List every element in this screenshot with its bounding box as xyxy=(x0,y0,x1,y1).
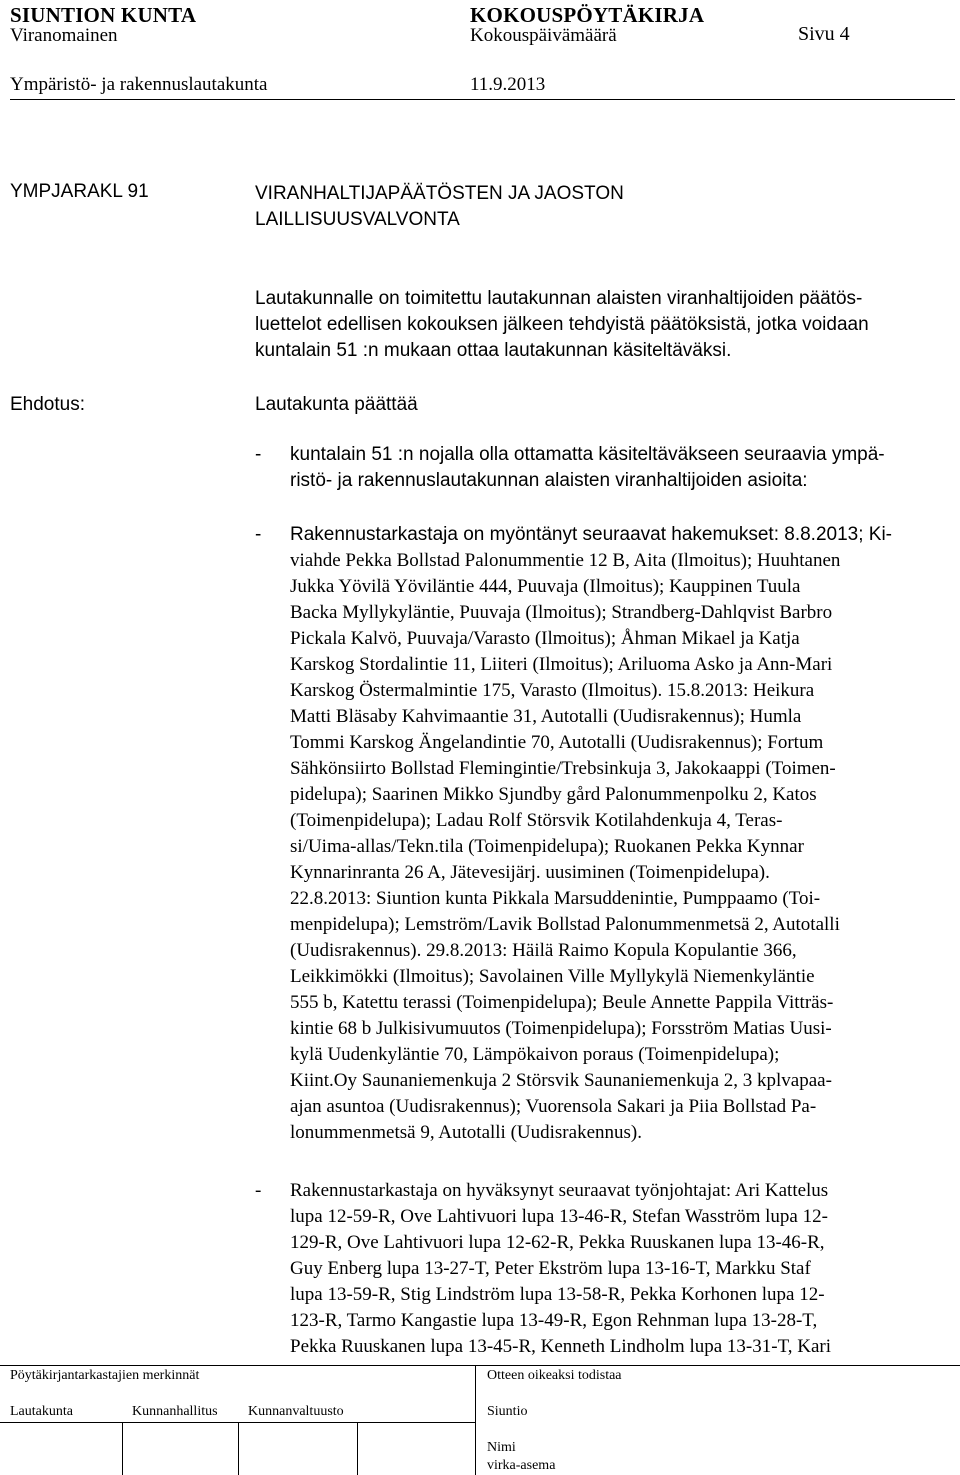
bullet-line: Jukka Yövilä Yöviläntie 444, Puuvaja (Ilmoitus); Kauppinen Tuula xyxy=(290,576,801,597)
bullet-line: pidelupa); Saarinen Mikko Sjundby gård Palonummenpolku 2, Katos xyxy=(290,784,817,805)
bullet-dash: - xyxy=(255,524,262,545)
footer-name-label: Nimi xyxy=(487,1440,516,1455)
bullet-dash: - xyxy=(255,1180,262,1201)
bullet-line: 123-R, Tarmo Kangastie lupa 13-49-R, Egon Rehnman lupa 13-28-T, xyxy=(290,1310,818,1331)
footer-position-label: virka-asema xyxy=(487,1458,556,1473)
bullet-line: (Toimenpidelupa); Ladau Rolf Störsvik Kotilahdenkuja 4, Teras- xyxy=(290,810,783,831)
bullet-text xyxy=(290,522,950,1146)
intro-paragraph xyxy=(255,286,945,364)
footer-divider xyxy=(475,1365,476,1475)
bullet-line: Pekka Ruuskanen lupa 13-45-R, Kenneth Lindholm lupa 13-31-T, Kari xyxy=(290,1336,832,1357)
bullet-line: menpidelupa); Lemström/Lavik Bollstad Palonummenmetsä 2, Autotalli xyxy=(290,914,840,935)
bullet-line: Rakennustarkastaja on hyväksynyt seuraavat työnjohtajat: Ari Kattelus xyxy=(290,1180,829,1201)
bullet-line: 555 b, Katettu terassi (Toimenpidelupa); Beule Annette Pappila Vitträs- xyxy=(290,992,834,1013)
bullet-line: kylä Uudenkyläntie 70, Lämpökaivon poraus (Toimenpidelupa); xyxy=(290,1044,780,1065)
footer-col-divider xyxy=(122,1422,123,1475)
date-label: Kokouspäivämäärä xyxy=(470,25,617,46)
proposal-label: Ehdotus: xyxy=(10,394,85,415)
bullet-line: Pickala Kalvö, Puuvaja/Varasto (Ilmoitus); Åhman Mikael ja Katja xyxy=(290,628,800,649)
bullet-line: Leikkimökki (Ilmoitus); Savolainen Ville Myllykylä Niemenkyläntie xyxy=(290,966,815,987)
bullet-line: Rakennustarkastaja on myöntänyt seuraavat hakemukset: 8.8.2013; Ki- xyxy=(290,524,893,545)
section-code: YMPJARAKL 91 xyxy=(10,181,149,202)
bullet-line: 22.8.2013: Siuntion kunta Pikkala Marsuddenintie, Pumppaamo (Toi- xyxy=(290,888,821,909)
footer-top-rule xyxy=(0,1365,960,1366)
bullet-line: Sähkönsiirto Bollstad Flemingintie/Trebsinkuja 3, Jakokaappi (Toimen- xyxy=(290,758,836,779)
authority-name: Ympäristö- ja rakennuslautakunta xyxy=(10,74,268,95)
bullet-line: ristö- ja rakennuslautakunnan alaisten viranhaltijoiden asioita: xyxy=(290,470,808,491)
bullet-text xyxy=(290,1178,950,1360)
bullet-line: si/Uima-allas/Tekn.tila (Toimenpidelupa); Ruokanen Pekka Kynnar xyxy=(290,836,804,857)
footer-col-divider xyxy=(357,1422,358,1475)
bullet-line: Backa Myllykyläntie, Puuvaja (Ilmoitus); Strandberg-Dahlqvist Barbro xyxy=(290,602,833,623)
bullet-line: (Uudisrakennus). 29.8.2013: Häilä Raimo Kopula Kopulantie 366, xyxy=(290,940,797,961)
section-title-line: LAILLISUUSVALVONTA xyxy=(255,209,460,230)
footer-reviewers-title: Pöytäkirjantarkastajien merkinnät xyxy=(10,1368,200,1383)
bullet-line: kuntalain 51 :n nojalla olla ottamatta käsiteltäväkseen seuraavia ympä- xyxy=(290,444,885,465)
bullet-line: 129-R, Ove Lahtivuori lupa 12-62-R, Pekka Ruuskanen lupa 13-46-R, xyxy=(290,1232,825,1253)
bullet-line: Tommi Karskog Ängelandintie 70, Autotalli (Uudisrakennus); Fortum xyxy=(290,732,824,753)
header-rule xyxy=(10,99,955,100)
bullet-line: lonummenmetsä 9, Autotalli (Uudisrakennus). xyxy=(290,1122,642,1143)
meeting-date: 11.9.2013 xyxy=(470,74,546,95)
intro-line: Lautakunnalle on toimitettu lautakunnan alaisten viranhaltijoiden päätös- xyxy=(255,288,863,309)
bullet-line: viahde Pekka Bollstad Palonummentie 12 B, Aita (Ilmoitus); Huuhtanen xyxy=(290,550,841,571)
proposal-text: Lautakunta päättää xyxy=(255,394,418,415)
section-title xyxy=(255,181,624,233)
bullet-line: Guy Enberg lupa 13-27-T, Peter Ekström lupa 13-16-T, Markku Staf xyxy=(290,1258,811,1279)
section-title-line: VIRANHALTIJAPÄÄTÖSTEN JA JAOSTON xyxy=(255,183,624,204)
document-type: KOKOUSPÖYTÄKIRJA xyxy=(470,3,705,27)
intro-line: kuntalain 51 :n mukaan ottaa lautakunnan käsiteltäväksi. xyxy=(255,340,732,361)
bullet-text xyxy=(290,442,950,494)
bullet-line: Karskog Östermalmintie 175, Varasto (Ilmoitus). 15.8.2013: Heikura xyxy=(290,680,815,701)
footer-certification-title: Otteen oikeaksi todistaa xyxy=(487,1368,622,1383)
footer-col-municipal-board: Kunnanhallitus xyxy=(132,1404,218,1419)
bullet-line: lupa 13-59-R, Stig Lindström lupa 13-58-R, Pekka Korhonen lupa 12- xyxy=(290,1284,825,1305)
bullet-line: Kynnarinranta 26 A, Jätevesijärj. uusiminen (Toimenpidelupa). xyxy=(290,862,770,883)
bullet-line: Karskog Stordalintie 11, Liiteri (Ilmoitus); Ariluoma Asko ja Ann-Mari xyxy=(290,654,833,675)
bullet-line: Matti Bläsaby Kahvimaantie 31, Autotalli (Uudisrakennus); Humla xyxy=(290,706,802,727)
footer-col-divider xyxy=(238,1422,239,1475)
bullet-line: kintie 68 b Julkisivumuutos (Toimenpidelupa); Forsström Matias Uusi- xyxy=(290,1018,832,1039)
intro-line: luettelot edellisen kokouksen jälkeen tehdyistä päätöksistä, jotka voidaan xyxy=(255,314,869,335)
bullet-dash: - xyxy=(255,444,262,465)
municipality-name: SIUNTION KUNTA xyxy=(10,3,197,27)
footer-col-board: Lautakunta xyxy=(10,1404,73,1419)
authority-label: Viranomainen xyxy=(10,25,118,46)
footer-place: Siuntio xyxy=(487,1404,528,1419)
page-number: Sivu 4 xyxy=(798,23,850,45)
bullet-line: Kiint.Oy Saunaniemenkuja 2 Störsvik Saunaniemenkuja 2, 3 kplvapaa- xyxy=(290,1070,832,1091)
bullet-line: ajan asuntoa (Uudisrakennus); Vuorensola Sakari ja Piia Bollstad Pa- xyxy=(290,1096,817,1117)
footer-col-council: Kunnanvaltuusto xyxy=(248,1404,344,1419)
bullet-line: lupa 12-59-R, Ove Lahtivuori lupa 13-46-R, Stefan Wasström lupa 12- xyxy=(290,1206,828,1227)
